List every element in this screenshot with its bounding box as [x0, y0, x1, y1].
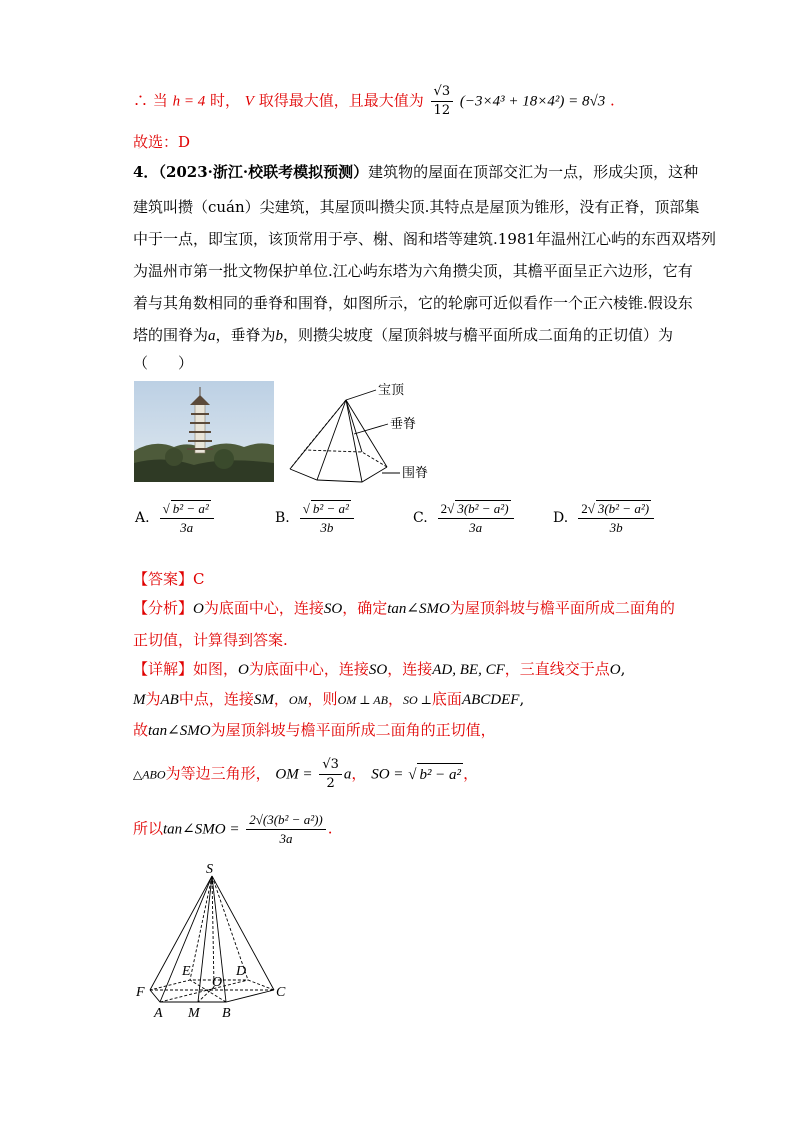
label-side: 垂脊 [390, 417, 417, 432]
hexagonal-pyramid-diagram [284, 377, 459, 487]
option-b[interactable]: B. $\frac{\text{√ b² − a²}}{3b}$ [275, 500, 356, 536]
detail-tag: 【详解】 [133, 660, 194, 678]
answer-line [133, 568, 205, 590]
when-text: 当 [152, 91, 168, 110]
answer-tag: 【答案】 [133, 570, 194, 588]
problem-header [133, 161, 698, 183]
option-a[interactable]: A. $\frac{\text{√ b² − a²}}{3a}$ [135, 500, 216, 536]
label-M: M [188, 1006, 200, 1021]
label-C: C [276, 985, 286, 1000]
labeled-pyramid-figure [130, 862, 300, 1022]
max-text: 取得最大值，且最大值为 [258, 91, 424, 110]
label-E: E [182, 964, 191, 979]
var-b: b [275, 328, 284, 344]
problem-line-3: 为温州市第一批文物保护单位.江心屿东塔为六角攒尖顶，其檐平面呈正六边形，它有 [133, 262, 693, 280]
v-variable: V [244, 93, 254, 110]
label-S: S [206, 862, 213, 877]
answer-value: C [193, 570, 205, 588]
conclusion-line [133, 84, 615, 119]
detail-line-4: △ABO为等边三角形， OM = $\frac{√3}{2}$ a， SO = √ b² − a² ， [133, 757, 479, 791]
problem-line-1: 建筑叫攒（cuán）尖建筑，其屋顶叫攒尖顶.其特点是屋顶为锥形，没有正脊，顶部集 [133, 198, 700, 216]
analysis-line-2: 正切值，计算得到答案. [133, 631, 288, 649]
therefore-symbol: ∴ [133, 91, 149, 110]
label-D: D [236, 964, 247, 979]
result-fraction: $\frac{\text{2√(3(b² − a²))}}{3a}$ [246, 812, 326, 847]
period: . [610, 91, 615, 110]
comma-text: 时， [210, 91, 241, 110]
label-B: B [222, 1006, 231, 1021]
var-a: a [208, 328, 216, 344]
label-top: 宝顶 [378, 383, 405, 398]
problem-line-5: 塔的围脊为a，垂脊为b，则攒尖坡度（屋顶斜坡与檐平面所成二面角的正切值）为 [133, 326, 674, 344]
label-base: 围脊 [402, 466, 429, 481]
choice-line: 故选：D [133, 133, 191, 151]
detail-line-1: 【详解】如图，O为底面中心，连接SO，连接AD, BE, CF，三直线交于点O, [133, 660, 626, 678]
problem-line-4: 着与其角数相同的垂脊和围脊，如图所示，它的轮廓可近似看作一个正六棱锥.假设东 [133, 294, 693, 312]
max-expression: (−3×4³ + 18×4²) = 8√3 [459, 93, 606, 110]
problem-number: 4． [133, 163, 159, 181]
detail-line-5: 所以tan∠SMO = $\frac{\text{2√(3(b² − a²))}}{3a}$ . [133, 812, 333, 846]
problem-line-2: 中于一点，即宝顶，该顶常用于亭、榭、阁和塔等建筑.1981年温州江心屿的东西双塔列 [133, 230, 716, 248]
pagoda-photo [134, 381, 274, 482]
analysis-line-1: 【分析】O为底面中心，连接SO，确定tan∠SMO为屋顶斜坡与檐平面所成二面角的 [133, 599, 675, 617]
h-equation: h = 4 [172, 93, 206, 110]
sqrt3-over-2: $\frac{√3}{2}$ [319, 757, 342, 792]
option-c[interactable]: C. $\frac{\text{2√ 3(b² − a²)}}{3a}$ [413, 500, 516, 536]
detail-line-2: M为AB中点，连接SM，OM，则OM ⊥ AB，SO ⊥底面ABCDEF, [133, 690, 525, 708]
answer-bracket: （ ） [133, 354, 194, 372]
label-F: F [136, 985, 145, 1000]
detail-line-3: 故tan∠SMO为屋顶斜坡与檐平面所成二面角的正切值， [133, 721, 496, 739]
problem-source: （2023·浙江·校联考模拟预测） [158, 163, 369, 181]
analysis-tag: 【分析】 [133, 599, 194, 617]
problem-line-0: 建筑物的屋面在顶部交汇为一点，形成尖顶，这种 [368, 163, 699, 181]
option-d[interactable]: D. $\frac{\text{2√ 3(b² − a²)}}{3b}$ [553, 500, 656, 536]
label-A: A [154, 1006, 163, 1021]
sqrt3-over-12: $\frac{√3}{12}$ [431, 84, 454, 119]
label-O: O [212, 975, 223, 990]
